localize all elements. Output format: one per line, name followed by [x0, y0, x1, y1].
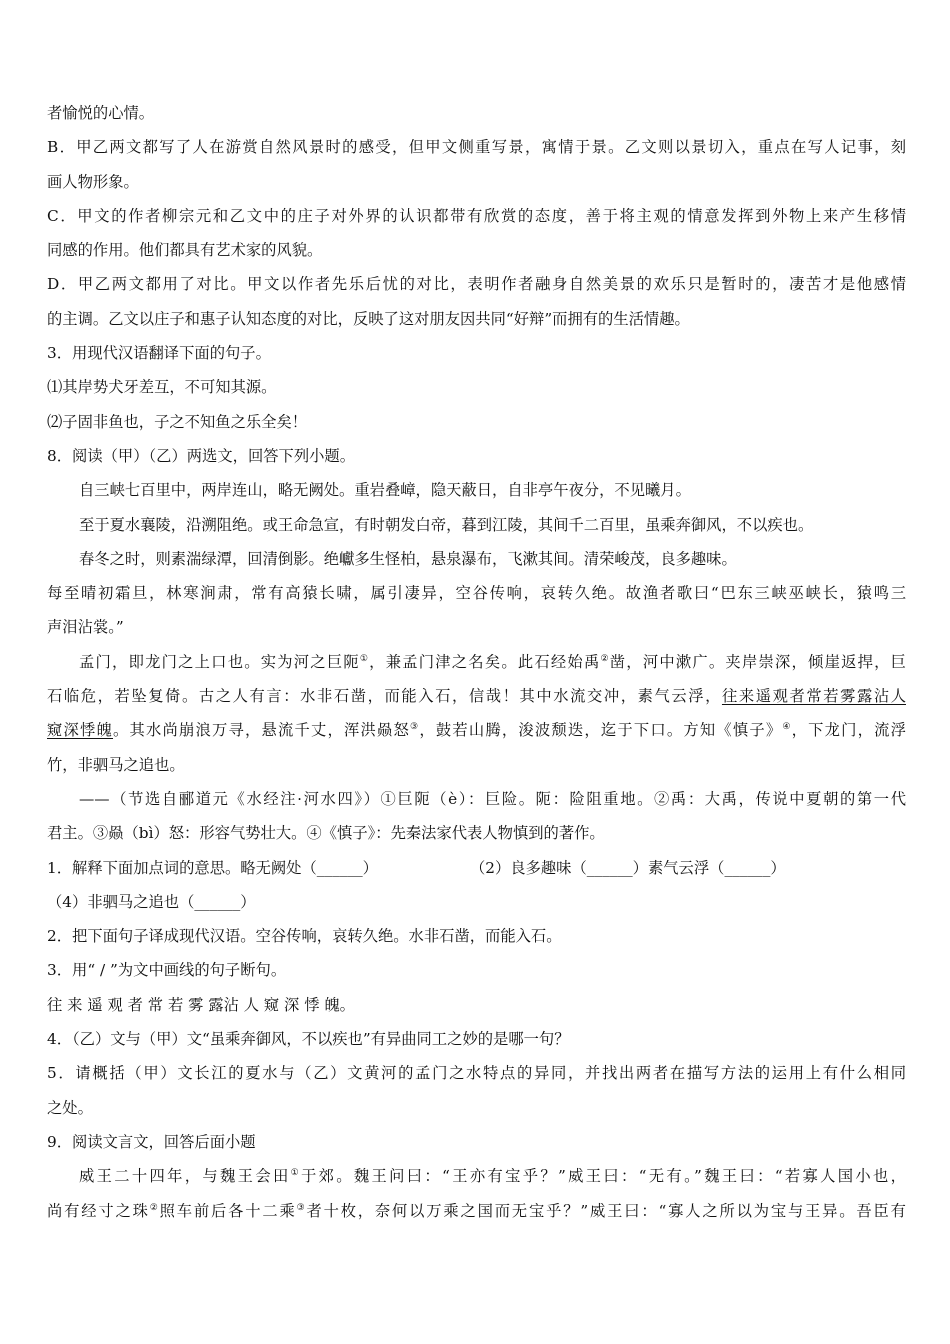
- option-c-line-2: 同感的作用。他们都具有艺术家的风貌。: [47, 241, 323, 260]
- text-span: 照车前后各十二乘: [159, 1201, 297, 1220]
- source-note-line-1: ——（节选自郦道元《水经注·河水四》）①巨阨（è）：巨险。阨：险阻重地。②禹：大禹，传说中夏朝的第一代: [79, 789, 906, 808]
- source-note-line-2: 君主。③赑（bì）怒：形容气势壮大。④《慎子》：先秦法家代表人物慎到的著作。: [47, 824, 605, 843]
- passage-yi-line-2: [47, 679, 906, 713]
- passage-yi-line-1: [47, 645, 906, 679]
- text-span: 尚有经寸之珠: [47, 1201, 150, 1220]
- text-span: ，下龙门，流浮: [791, 721, 906, 740]
- text-span: 孟门，即龙门之上口也。实为河之巨阨: [79, 652, 360, 671]
- translate-sentence-2: ⑵子固非鱼也，子之不知鱼之乐全矣！: [47, 412, 308, 431]
- question-8-5-line-1: 5．请概括（甲）文长江的夏水与（乙）文黄河的孟门之水特点的异同，并找出两者在描写方法的运用上有什么相同: [47, 1064, 906, 1083]
- footnote-mark: ②: [600, 653, 610, 664]
- option-d-line-2: 的主调。乙文以庄子和惠子认知态度的对比，反映了这对朋友因共同“好辩”而拥有的生活情趣。: [47, 309, 690, 328]
- passage-jia-para-3: 春冬之时，则素湍绿潭，回清倒影。绝巘多生怪柏，悬泉瀑布，飞漱其间。清荣峻茂，良多趣味。: [79, 549, 737, 568]
- question-8-1-item-4: （4）非驷马之追也（______）: [47, 892, 256, 911]
- footnote-mark: ③: [296, 1202, 307, 1213]
- option-b-line-2: 画人物形象。: [47, 172, 139, 191]
- text-span: ，鼓若山腾，浚波颓迭，迄于下口。方知《慎子》: [419, 721, 783, 740]
- question-8-2: 2．把下面句子译成现代汉语。空谷传响，哀转久绝。水非石凿，而能入石。: [47, 927, 562, 946]
- option-b-line-1: B．甲乙两文都写了人在游赏自然风景时的感受，但甲文侧重写景，寓情于景。乙文则以景切入，重点在写人记事，刻: [47, 138, 906, 157]
- text-span: 威王二十四年，与魏王会田: [79, 1167, 291, 1186]
- underlined-sentence: 窥深悸魄: [47, 721, 114, 740]
- option-d-line-1: D．甲乙两文都用了对比。甲文以作者先乐后忧的对比，表明作者融身自然美景的欢乐只是暂时的，凄苦才是他感情: [47, 275, 906, 294]
- translate-sentence-1: ⑴其岸势犬牙差互，不可知其源。: [47, 378, 277, 397]
- passage-9-line-1: [47, 1159, 906, 1193]
- question-8-3-sentence: 往 来 遥 观 者 常 若 雾 露沾 人 窥 深 悸 魄。: [47, 995, 355, 1014]
- question-8-heading: 8．阅读（甲）（乙）两选文，回答下列小题。: [47, 446, 356, 465]
- text-span: （2）良多趣味（______）素气云浮（______）: [469, 858, 786, 877]
- text-line: 者愉悦的心情。: [47, 104, 155, 122]
- text-span: 。其水尚崩浪万寻，悬流千丈，浑洪赑怒: [113, 721, 411, 740]
- question-8-3: 3．用“ / ”为文中画线的句子断句。: [47, 961, 287, 980]
- text-span: 1．解释下面加点词的意思。略无阙处（______）: [47, 858, 378, 877]
- passage-jia-para-2: 至于夏水襄陵，沿溯阻绝。或王命急宣，有时朝发白帝，暮到江陵，其间千二百里，虽乘奔御风，不以疾也。: [79, 515, 814, 534]
- text-span: 于郊。魏王问曰：“王亦有宝乎？”威王曰：“无有。”魏王曰：“若寡人国小也，: [300, 1167, 906, 1186]
- passage-jia-para-1: 自三峡七百里中，两岸连山，略无阙处。重岩叠嶂，隐天蔽日，自非亭午夜分，不见曦月。: [79, 481, 691, 500]
- passage-9-line-2: [47, 1194, 906, 1228]
- question-8-4: 4．（乙）文与（甲）文“虽乘奔御风，不以疾也”有异曲同工之妙的是哪一句？: [47, 1030, 570, 1049]
- footnote-mark: ①: [359, 653, 370, 664]
- passage-jia-para-4-line-2: 声泪沾裳。”: [47, 618, 124, 637]
- option-c-line-1: C．甲文的作者柳宗元和乙文中的庄子对外界的认识都带有欣赏的态度，善于将主观的情意发挥到外物上来产生移情: [47, 206, 906, 225]
- text-span: ，兼孟门津之名矣。此石经始禹: [369, 652, 601, 671]
- question-9-heading: 9．阅读文言文，回答后面小题: [47, 1132, 256, 1151]
- text-span: 者十枚，奈何以万乘之国而无宝乎？”威王曰：“寡人之所以为宝与王异。吾臣有: [306, 1201, 906, 1220]
- passage-yi-line-4: 竹，非驷马之追也。: [47, 755, 185, 774]
- footnote-mark: ④: [782, 722, 792, 733]
- question-3-heading: 3．用现代汉语翻译下面的句子。: [47, 344, 271, 363]
- text-span: 凿，河中漱广。夹岸崇深，倾崖返捍，巨: [609, 652, 906, 671]
- question-8-5-line-2: 之处。: [47, 1098, 93, 1117]
- text-span: 石临危，若坠复倚。古之人有言：水非石凿，而能入石，信哉！其中水流交冲，素气云浮，: [47, 687, 722, 706]
- footnote-mark: ②: [149, 1202, 160, 1213]
- footnote-mark: ③: [410, 722, 420, 733]
- underlined-sentence: 往来遥观者常若雾露沾人: [721, 687, 906, 706]
- question-8-1: [47, 851, 906, 885]
- passage-yi-line-3: [47, 713, 906, 747]
- footnote-mark: ①: [290, 1168, 301, 1179]
- passage-jia-para-4-line-1: 每至晴初霜旦，林寒涧肃，常有高猿长啸，属引凄异，空谷传响，哀转久绝。故渔者歌曰“巴东三峡巫峡长，猿鸣三: [47, 584, 906, 603]
